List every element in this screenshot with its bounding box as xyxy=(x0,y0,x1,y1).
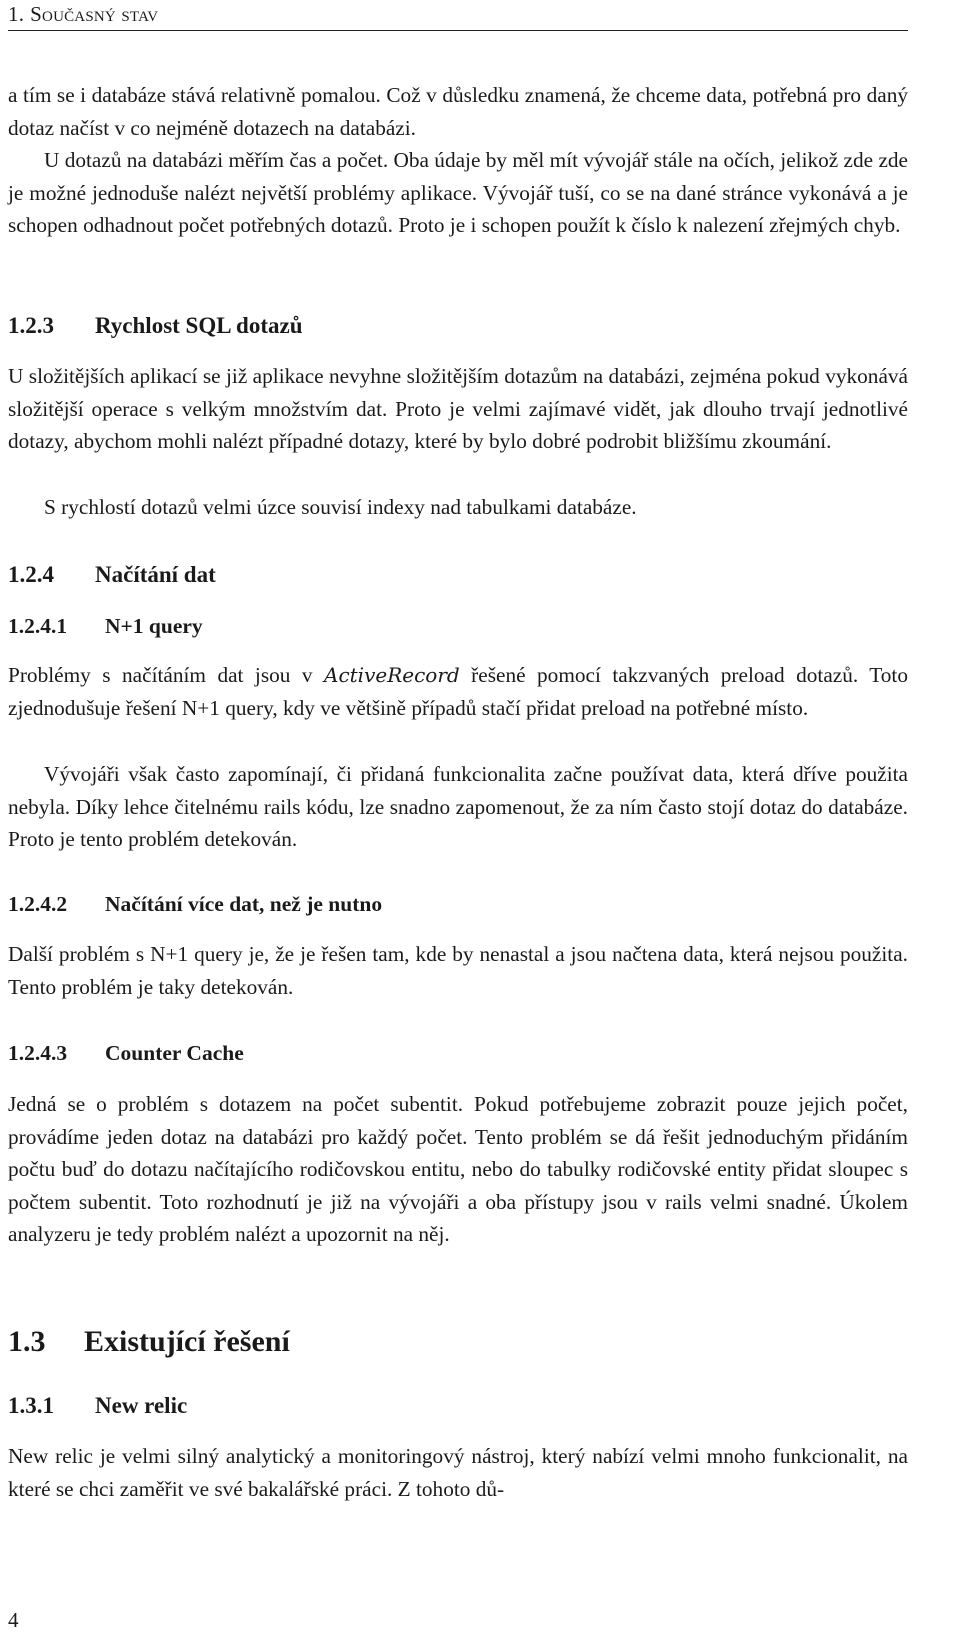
heading-title: N+1 query xyxy=(105,614,203,638)
heading-title: Counter Cache xyxy=(105,1041,244,1065)
paragraph-text: a tím se i databáze stává relativně pomalou. Což v důsledku znamená, že chceme data, potřebná pro daný dotaz načíst v co nejméně dotazech na databázi. xyxy=(8,83,908,140)
chapter-number: 1. xyxy=(8,2,25,26)
subsection-heading-1-2-4-1 xyxy=(8,614,908,639)
activerecord-term: ActiveRecord xyxy=(324,663,460,687)
running-header xyxy=(8,2,908,31)
chapter-title: Současný stav xyxy=(30,2,159,26)
paragraph-text-start: Problémy s načítáním dat jsou v xyxy=(8,663,324,687)
subsection-heading-1-2-4-3 xyxy=(8,1041,908,1066)
paragraph-text: U složitějších aplikací se již aplikace nevyhne složitějším dotazům na databázi, zejména pokud vykonává složitější operace s velkým množstvím dat. Proto je velmi zajímavé vidět, jak dlouho trvají jednotlivé dotazy, abychom mohli nalézt případné dotazy, které by bylo dobré podrobit bližšímu zkoumání. xyxy=(8,364,908,454)
heading-title: Existující řešení xyxy=(84,1325,290,1358)
paragraph-8 xyxy=(8,1088,908,1251)
paragraph-2 xyxy=(8,144,908,242)
paragraph-6 xyxy=(8,758,908,856)
paragraph-text: S rychlostí dotazů velmi úzce souvisí indexy nad tabulkami databáze. xyxy=(44,495,637,519)
paragraph-text: Další problém s N+1 query je, že je řešen tam, kde by nenastal a jsou načtena data, která nejsou použita. Tento problém je taky detekován. xyxy=(8,942,908,999)
heading-number: 1.3 xyxy=(8,1325,46,1358)
paragraph-text xyxy=(8,659,908,724)
heading-number: 1.2.4.3 xyxy=(8,1041,68,1065)
heading-title: New relic xyxy=(95,1393,188,1418)
page-number: 4 xyxy=(8,1608,19,1632)
paragraph-9 xyxy=(8,1440,908,1505)
section-heading-1-2-4 xyxy=(8,562,908,588)
paragraph-text: Vývojáři však často zapomínají, či přidaná funkcionalita začne používat data, která dříve použita nebyla. Díky lehce čitelnému rails kódu, lze snadno zapomenout, že za ním často stojí dotaz do databáze. Proto je tento problém detekován. xyxy=(8,762,908,852)
heading-number: 1.3.1 xyxy=(8,1393,54,1418)
heading-title: Načítání více dat, než je nutno xyxy=(105,892,383,916)
paragraph-text-end: řešené pomocí takzvaných preload dotazů. Toto zjednodušuje řešení N+1 query, kdy ve většině případů stačí přidat preload na potřebné místo. xyxy=(8,663,908,720)
paragraph-5 xyxy=(8,659,908,724)
heading-title: Rychlost SQL dotazů xyxy=(95,313,303,338)
section-heading-1-3 xyxy=(8,1325,908,1359)
heading-number: 1.2.4 xyxy=(8,562,54,587)
paragraph-1 xyxy=(8,79,908,144)
heading-number: 1.2.4.1 xyxy=(8,614,68,638)
paragraph-7 xyxy=(8,938,908,1003)
paragraph-text: U dotazů na databázi měřím čas a počet. Oba údaje by měl mít vývojář stále na očích, jelikož zde zde je možné jednoduše nalézt největší problémy aplikace. Vývojář tuší, co se na dané stránce vykonává a je schopen odhadnout počet potřebných dotazů. Proto je i schopen použít k číslo k nalezení zřejmých chyb. xyxy=(8,148,908,238)
section-heading-1-3-1 xyxy=(8,1393,908,1419)
heading-number: 1.2.4.2 xyxy=(8,892,68,916)
paragraph-3 xyxy=(8,360,908,458)
heading-title: Načítání dat xyxy=(95,562,216,587)
section-heading-1-2-3 xyxy=(8,313,908,339)
paragraph-4 xyxy=(8,491,908,524)
heading-number: 1.2.3 xyxy=(8,313,54,338)
paragraph-text: New relic je velmi silný analytický a monitoringový nástroj, který nabízí velmi mnoho funkcionalit, na které se chci zaměřit ve své bakalářské práci. Z tohoto dů- xyxy=(8,1444,908,1501)
paragraph-text: Jedná se o problém s dotazem na počet subentit. Pokud potřebujeme zobrazit pouze jejich počet, provádíme jeden dotaz na databázi pro každý počet. Tento problém se dá řešit jednoduchým přidáním počtu buď do dotazu načítajícího rodičovskou entitu, nebo do tabulky rodičovské entity přidat sloupec s počtem subentit. Toto rozhodnutí je již na vývojáři a oba přístupy jsou v rails velmi snadné. Úkolem analyzeru je tedy problém nalézt a upozornit na něj. xyxy=(8,1092,908,1247)
subsection-heading-1-2-4-2 xyxy=(8,892,908,917)
